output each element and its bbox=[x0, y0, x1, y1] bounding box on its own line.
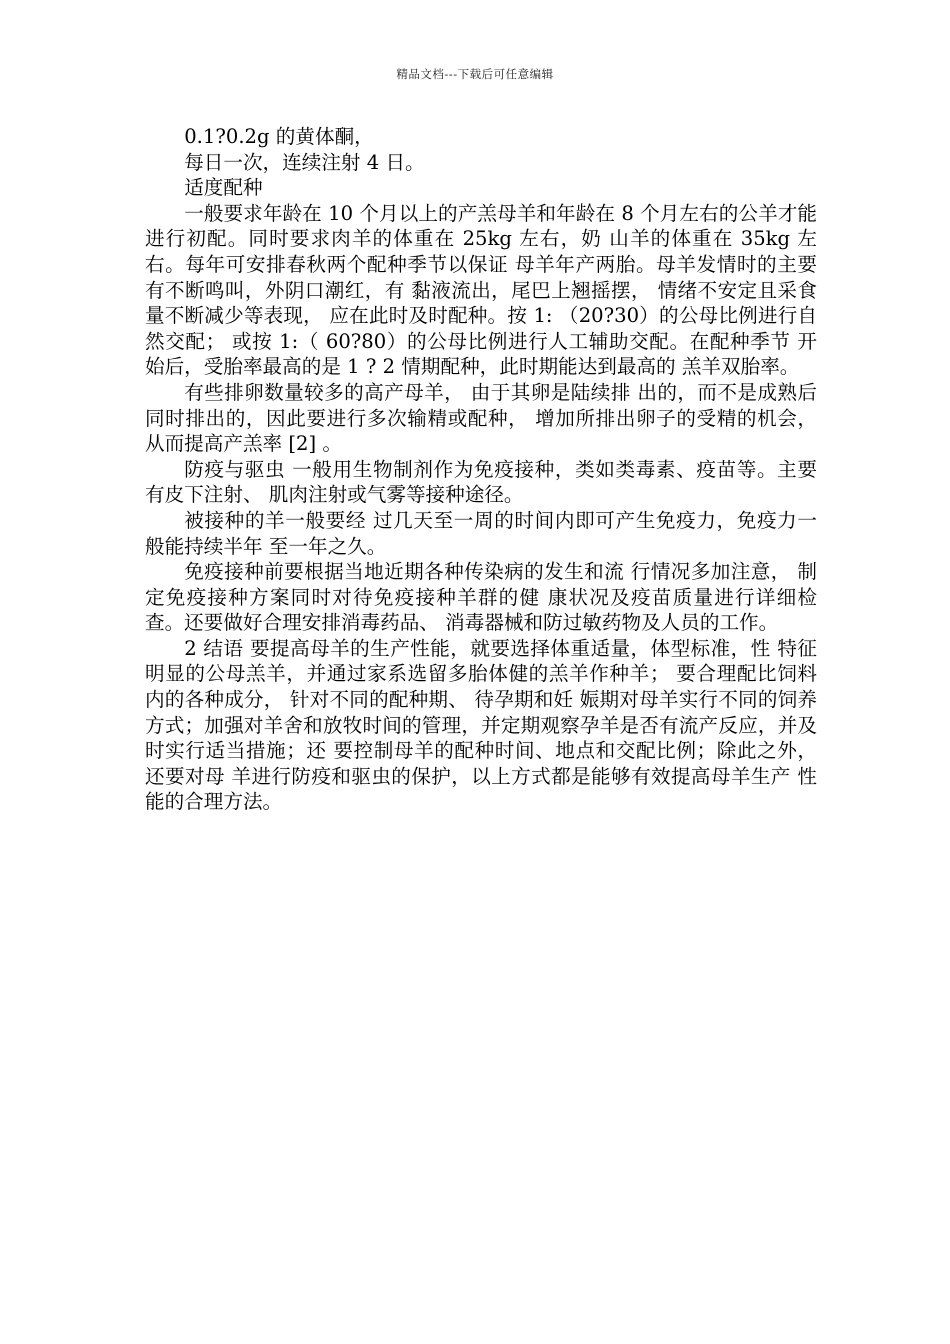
paragraph-dosage: 0.1?0.2g 的黄体酮， bbox=[184, 125, 374, 148]
paragraph-multiple-insemination: 有些排卵数量较多的高产母羊， 由于其卵是陆续排 出的，而不是成熟后同时排出的，因此要进行多次输精或配种， 增加所排出卵子的受精的机会，从而提高产羔率 [2] 。 bbox=[145, 380, 817, 456]
page-header: 精品文档---下载后可任意编辑 bbox=[396, 67, 554, 81]
paragraph-vaccination-preparation: 免疫接种前要根据当地近期各种传染病的发生和流 行情况多加注意， 制定免疫接种方案同时对待免疫接种羊群的健 康状况及疫苗质量进行详细检查。还要做好合理安排消毒药品、 消毒器械和防过敏药物及人员的工作。 bbox=[145, 560, 817, 635]
paragraph-immunity: 被接种的羊一般要经 过几天至一周的时间内即可产生免疫力，免疫力一般能持续半年 至一年之久。 bbox=[145, 508, 817, 558]
paragraph-injection-schedule: 每日一次，连续注射 4 日。 bbox=[184, 150, 425, 174]
paragraph-vaccination: 防疫与驱虫 一般用生物制剂作为免疫接种，类如类毒素、疫苗等。主要 有皮下注射、 肌肉注射或气雾等接种途径。 bbox=[145, 457, 817, 507]
section-heading-breeding: 适度配种 bbox=[184, 176, 263, 200]
paragraph-conclusion: 2 结语 要提高母羊的生产性能，就要选择体重适量，体型标准，性 特征明显的公母羔羊，并通过家系选留多胎体健的羔羊作种羊； 要合理配比饲料内的各种成分， 针对不同的配种期、 待孕期和妊 娠期对母羊实行不同的饲养方式；加强对羊舍和放牧时间的管理，并定期观察孕羊是否有流产反应，并及时实行适当措施；还 要控制母羊的配种时间、地点和交配比例；除此之外，还要对母 羊进行防疫和驱虫的保护，以上方式都是能够有效提高母羊生产 性能的合理方法。 bbox=[145, 636, 817, 814]
document-body bbox=[145, 124, 817, 815]
paragraph-breeding-requirements: 一般要求年龄在 10 个月以上的产羔母羊和年龄在 8 个月左右的公羊才能进行初配。同时要求肉羊的体重在 25kg 左右，奶 山羊的体重在 35kg 左右。每年可安排春秋两个配种季节以保证 母羊年产两胎。母羊发情时的主要有不断鸣叫，外阴口潮红，有 黏液流出，尾巴上翘摇摆， 情绪不安定且采食量不断减少等表现， 应在此时及时配种。按 1: （20?30）的公母比例进行自然交配； 或按 1:（ 60?80）的公母比例进行人工辅助交配。在配种季节 开始后，受胎率最高的是 1 ? 2 情期配种，此时期能达到最高的 羔羊双胎率。 bbox=[145, 201, 817, 379]
